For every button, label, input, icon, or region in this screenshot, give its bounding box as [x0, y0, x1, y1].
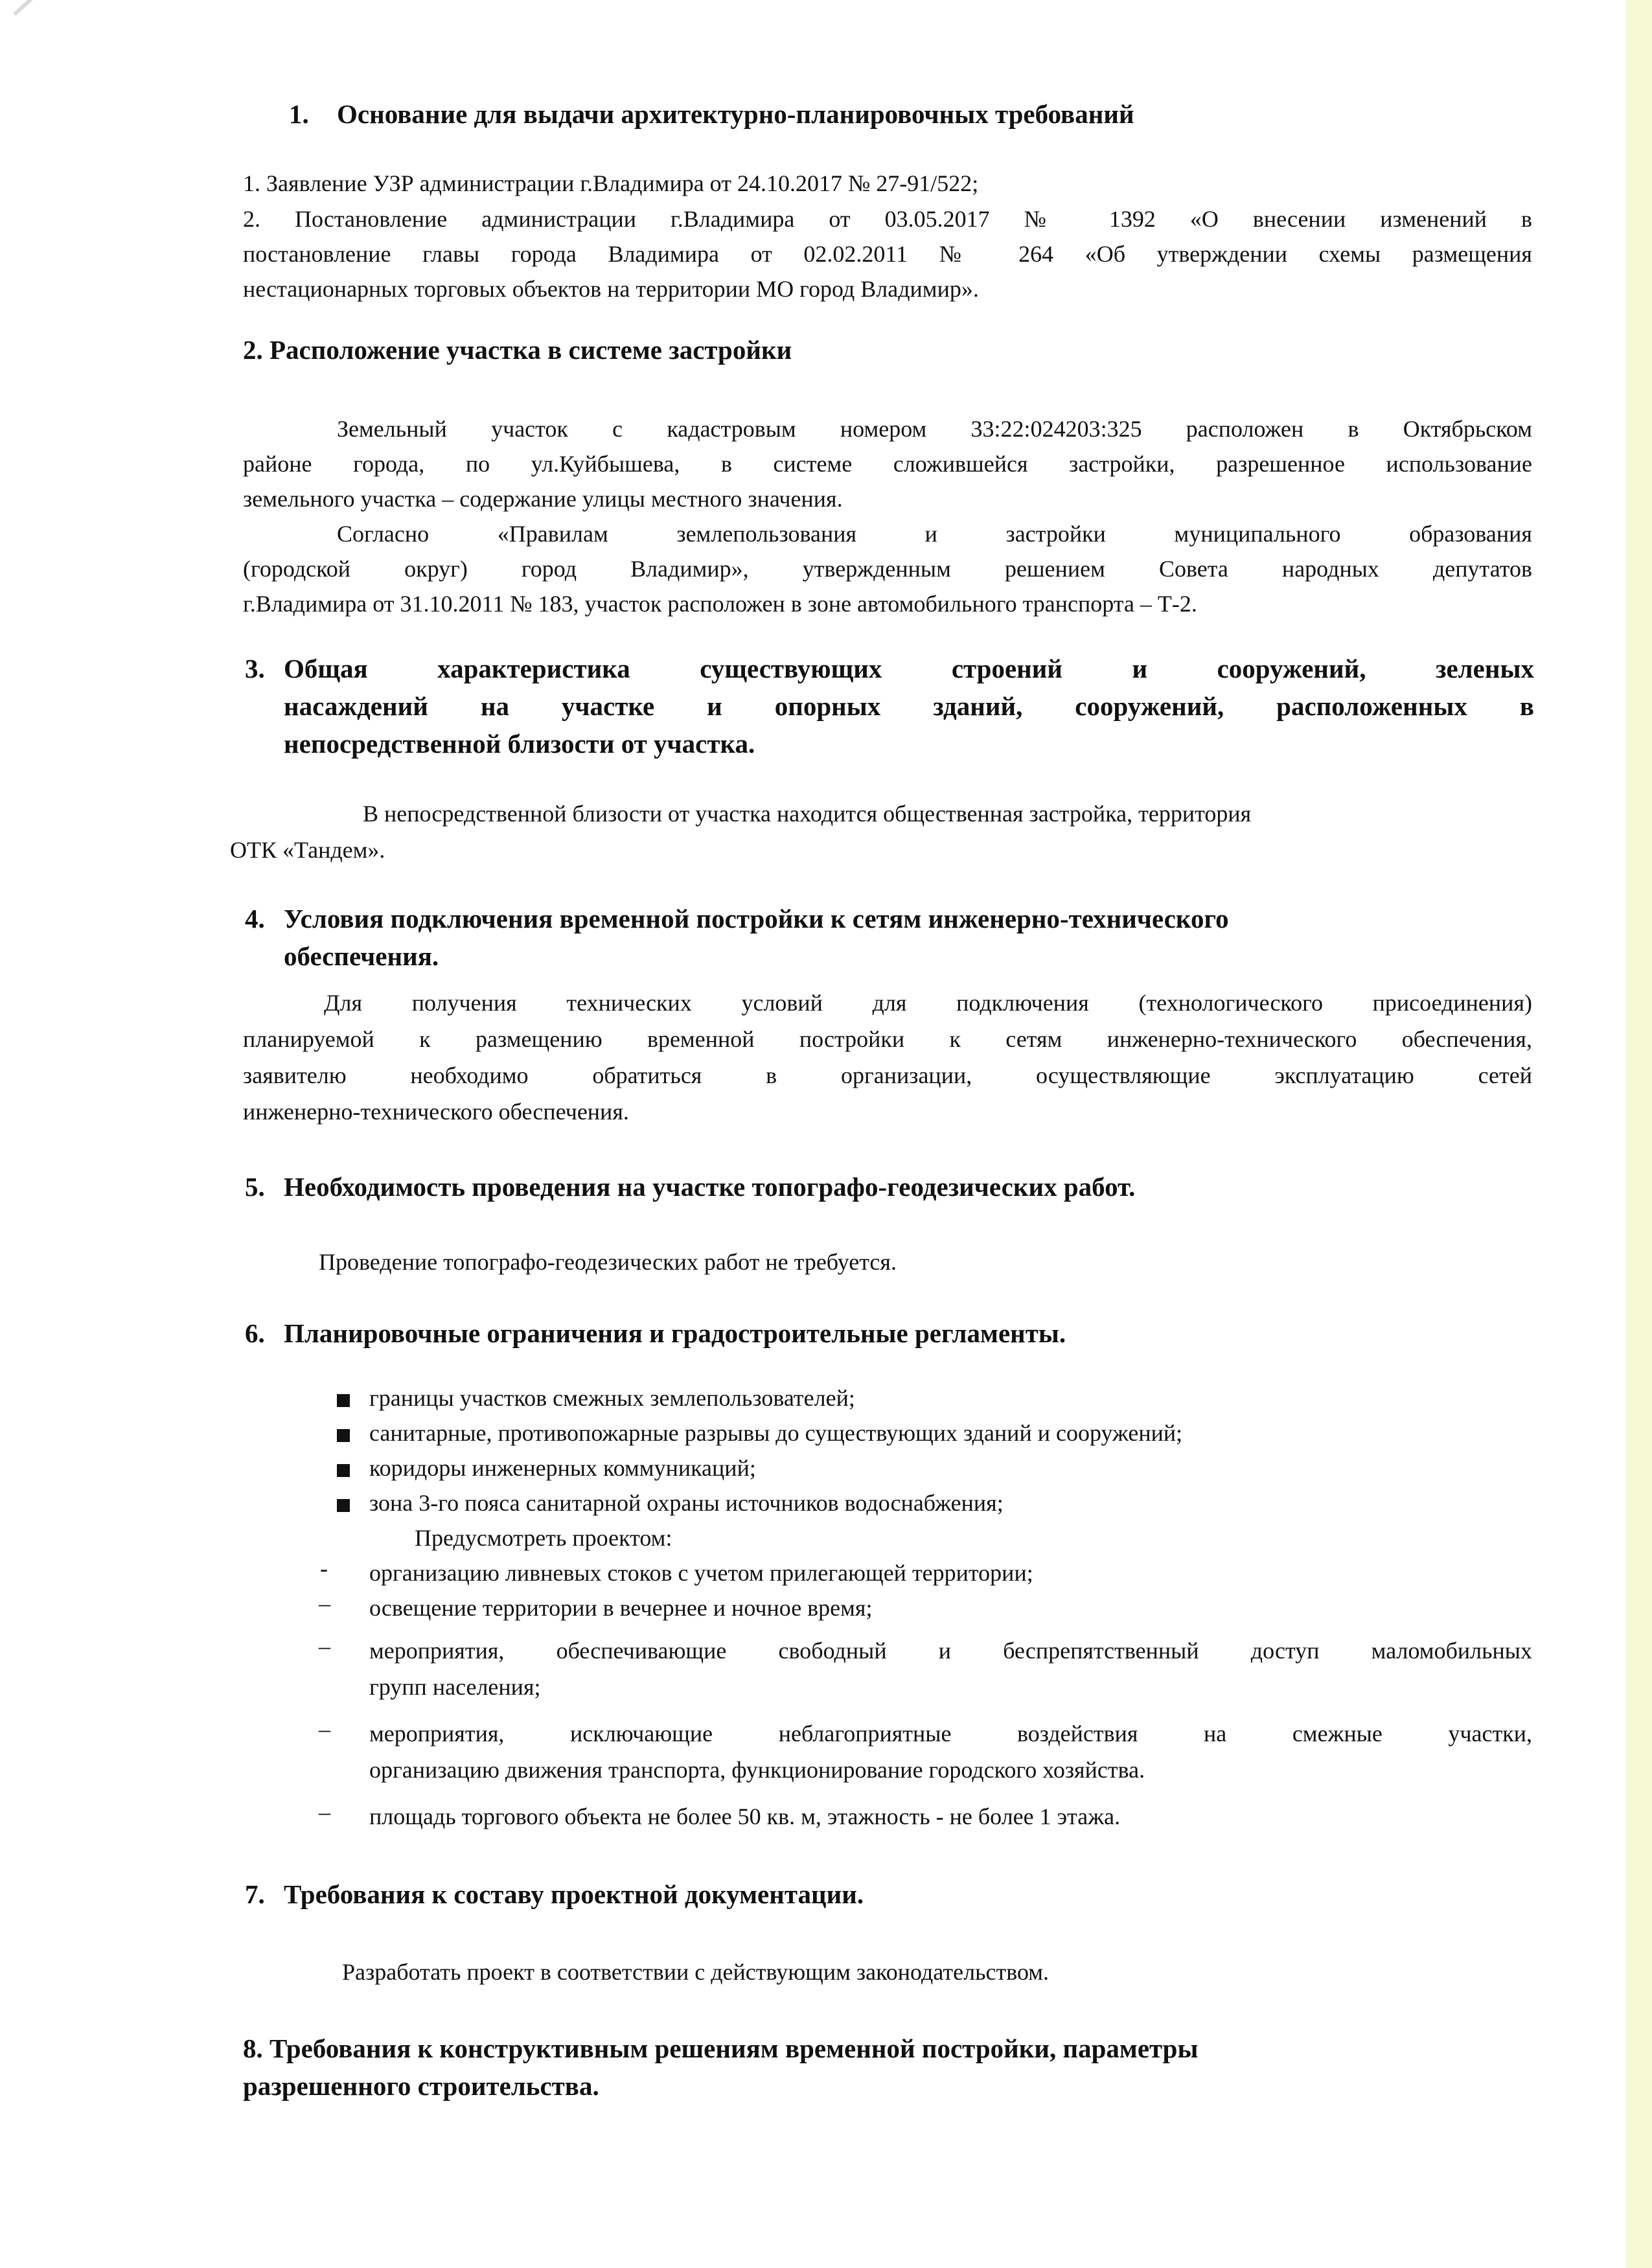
dash-bullet: –	[319, 1799, 330, 1825]
s6-item-5: площадь торгового объекта не более 50 кв. м, этажность - не более 1 этажа.	[369, 1804, 1121, 1829]
s6-bullet-1: границы участков смежных землепользователей;	[369, 1385, 855, 1411]
square-bullet-icon	[337, 1394, 350, 1407]
dash-bullet: -	[320, 1555, 328, 1581]
s6-item-3-line-2: групп населения;	[369, 1674, 541, 1700]
s4-title-line-2: обеспечения.	[284, 941, 439, 971]
s6-item-4-line-2: организацию движения транспорта, функционирование городского хозяйства.	[369, 1757, 1145, 1783]
s3-text-line-1: В непосредственной близости от участка находится общественная застройка, территория	[363, 801, 1252, 827]
s6-item-2: освещение территории в вечернее и ночное время;	[369, 1595, 873, 1621]
s7-number: 7.	[245, 1879, 265, 1909]
square-bullet-icon	[337, 1429, 350, 1442]
scan-corner-mark	[13, 0, 160, 16]
s1-number: 1.	[289, 99, 309, 129]
s4-text-line-1: Для получения технических условий для подключения (технологического присоединения)	[324, 990, 1532, 1016]
s6-number: 6.	[245, 1318, 265, 1348]
s5-number: 5.	[245, 1172, 265, 1202]
s4-text-line-2: планируемой к размещению временной постройки к сетям инженерно-технического обеспечения,	[243, 1026, 1532, 1052]
s8-title-line-2: разрешенного строительства.	[243, 2071, 599, 2101]
square-bullet-icon	[337, 1464, 350, 1477]
s6-item-3-line-1: мероприятия, обеспечивающие свободный и беспрепятственный доступ маломобильных	[369, 1638, 1532, 1664]
square-bullet-icon	[337, 1499, 350, 1512]
s6-bullet-3: коридоры инженерных коммуникаций;	[369, 1455, 756, 1481]
s2-p2-line-3: г.Владимира от 31.10.2011 № 183, участок расположен в зоне автомобильного транспорта – Т-2.	[243, 591, 1197, 617]
s3-text-line-2: ОТК «Тандем».	[230, 837, 385, 863]
s4-text-line-4: инженерно-технического обеспечения.	[243, 1099, 629, 1125]
s2-p1-line-3: земельного участка – содержание улицы местного значения.	[243, 486, 843, 512]
s2-p2-line-1: Согласно «Правилам землепользования и застройки муниципального образования	[337, 521, 1532, 547]
s6-bullet-4: зона 3-го пояса санитарной охраны источников водоснабжения;	[369, 1490, 1004, 1516]
s2-p1-line-1: Земельный участок с кадастровым номером 33:22:024203:325 расположен в Октябрьском	[337, 416, 1532, 442]
dash-bullet: –	[319, 1633, 330, 1659]
dash-bullet: –	[319, 1716, 330, 1742]
page-edge-mark	[1626, 0, 1652, 2268]
s1-line-1: 1. Заявление УЗР администрации г.Владимира от 24.10.2017 № 27-91/522;	[243, 170, 979, 196]
dash-bullet: –	[319, 1590, 330, 1616]
s6-bullet-2: санитарные, противопожарные разрывы до существующих зданий и сооружений;	[369, 1420, 1183, 1446]
s2-p2-line-2: (городской округ) город Владимир», утвержденным решением Совета народных депутатов	[243, 556, 1532, 582]
s4-number: 4.	[245, 904, 265, 934]
s1-line-2: 2. Постановление администрации г.Владимира от 03.05.2017 № 1392 «О внесении изменений в	[243, 206, 1532, 232]
s6-item-4-line-1: мероприятия, исключающие неблагоприятные воздействия на смежные участки,	[369, 1721, 1532, 1747]
s6-item-1: организацию ливневых стоков с учетом прилегающей территории;	[369, 1560, 1033, 1586]
s4-text-line-3: заявителю необходимо обратиться в организации, осуществляющие эксплуатацию сетей	[243, 1062, 1532, 1088]
s3-title-line-2: насаждений на участке и опорных зданий, сооружений, расположенных в	[284, 691, 1534, 721]
s4-title-line-1: Условия подключения временной постройки к сетям инженерно-технического	[284, 904, 1229, 934]
s5-title: Необходимость проведения на участке топографо-геодезических работ.	[284, 1172, 1136, 1202]
s6-provide-label: Предусмотреть проектом:	[415, 1525, 672, 1551]
s7-text: Разработать проект в соответствии с действующим законодательством.	[342, 1959, 1050, 1985]
s1-line-4: нестационарных торговых объектов на территории МО город Владимир».	[243, 276, 979, 302]
s3-title-line-3: непосредственной близости от участка.	[284, 729, 755, 759]
s1-line-3: постановление главы города Владимира от 02.02.2011 № 264 «Об утверждении схемы размещения	[243, 241, 1532, 267]
s8-title-line-1: 8. Требования к конструктивным решениям временной постройки, параметры	[243, 2033, 1199, 2063]
s1-title: Основание для выдачи архитектурно-планировочных требований	[337, 99, 1134, 129]
s3-title-line-1: Общая характеристика существующих строений и сооружений, зеленых	[284, 654, 1534, 683]
s5-text: Проведение топографо-геодезических работ не требуется.	[319, 1249, 897, 1275]
s3-number: 3.	[245, 654, 265, 683]
s7-title: Требования к составу проектной документации.	[284, 1879, 864, 1909]
s2-p1-line-2: районе города, по ул.Куйбышева, в системе сложившейся застройки, разрешенное использование	[243, 451, 1532, 477]
s2-title: 2. Расположение участка в системе застройки	[243, 335, 792, 365]
s6-title: Планировочные ограничения и градостроительные регламенты.	[284, 1318, 1066, 1348]
